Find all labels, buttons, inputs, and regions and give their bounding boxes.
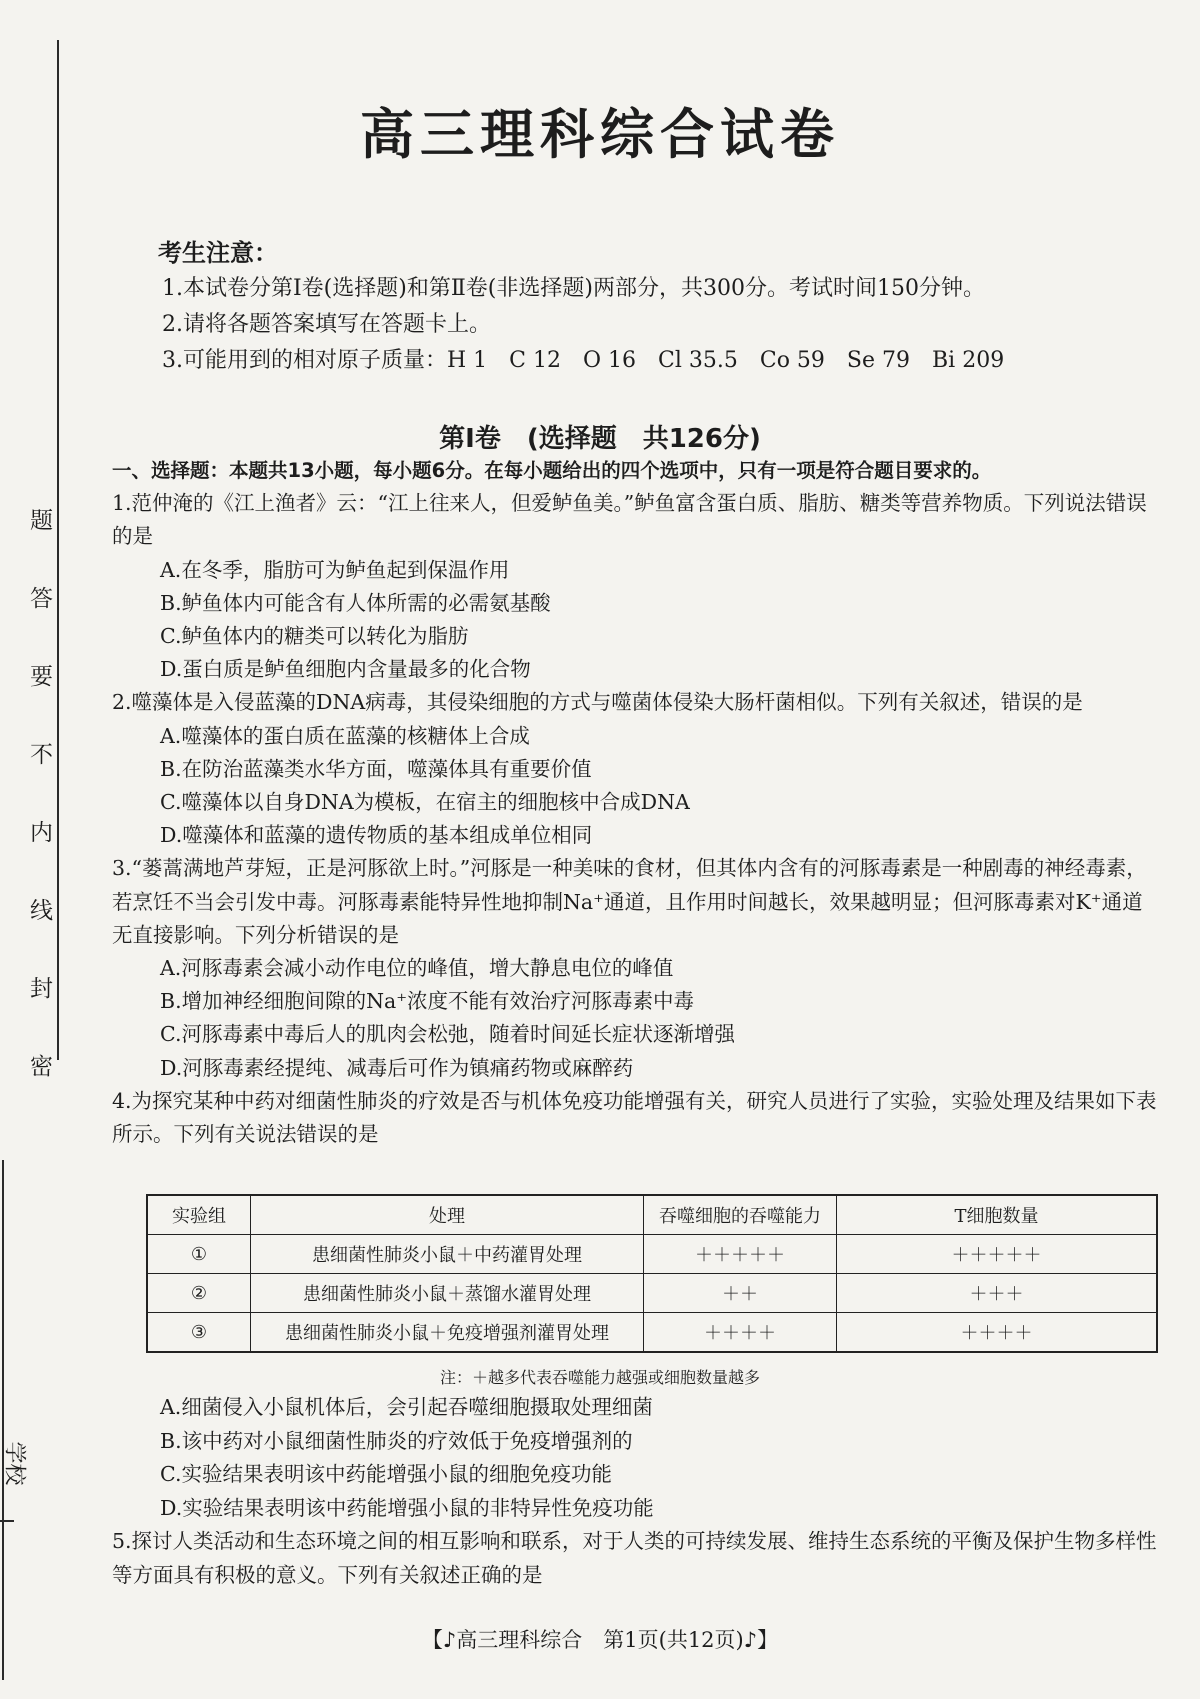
margin-char: 密 bbox=[30, 1054, 53, 1080]
question-option: D.河豚毒素经提纯、减毒后可作为镇痛药物或麻醉药 bbox=[160, 1055, 634, 1080]
table-row bbox=[147, 1313, 1157, 1353]
question-option: D.实验结果表明该中药能增强小鼠的非特异性免疫功能 bbox=[160, 1495, 654, 1520]
table-header: 吞噬细胞的吞噬能力 bbox=[644, 1195, 837, 1235]
margin-char: 题 bbox=[30, 508, 53, 534]
table-cell: 患细菌性肺炎小鼠＋蒸馏水灌胃处理 bbox=[251, 1274, 644, 1313]
table-cell: ① bbox=[147, 1235, 251, 1274]
table-cell: ＋＋＋＋＋ bbox=[837, 1235, 1158, 1274]
question-stem: 3.“蒌蒿满地芦芽短，正是河豚欲上时。”河豚是一种美味的食材，但其体内含有的河豚毒素是一种剧毒的神经毒素，若烹饪不当会引发中毒。河豚毒素能特异性地抑制Na⁺通道，且作用时间越长，效果越明显；但河豚毒素对K⁺通道无直接影响。下列分析错误的是 bbox=[112, 856, 1147, 947]
table-header-row bbox=[147, 1195, 1157, 1235]
table-cell: ＋＋ bbox=[644, 1274, 837, 1313]
school-underline bbox=[0, 1520, 14, 1522]
question-area bbox=[112, 454, 1162, 1151]
table-header: T细胞数量 bbox=[837, 1195, 1158, 1235]
margin-char: 封 bbox=[30, 976, 53, 1002]
notice-item: 2.请将各题答案填写在答题卡上。 bbox=[162, 312, 491, 337]
notice-heading: 考生注意： bbox=[158, 239, 278, 267]
question-option: B.该中药对小鼠细菌性肺炎的疗效低于免疫增强剂的 bbox=[160, 1428, 633, 1453]
question-stem: 4.为探究某种中药对细菌性肺炎的疗效是否与机体免疫功能增强有关，研究人员进行了实验，实验处理及结果如下表所示。下列有关说法错误的是 bbox=[112, 1088, 1157, 1147]
table-cell: ＋＋＋ bbox=[837, 1274, 1158, 1313]
question-option: A.细菌侵入小鼠机体后，会引起吞噬细胞摄取处理细菌 bbox=[160, 1395, 653, 1419]
table-cell: ＋＋＋＋ bbox=[644, 1313, 837, 1353]
school-label: 学校 bbox=[1, 1441, 27, 1486]
margin-char: 不 bbox=[30, 742, 53, 768]
margin-char: 要 bbox=[30, 664, 53, 690]
page-title: 高三理科综合试卷 bbox=[360, 103, 840, 166]
question-area-lower bbox=[112, 1391, 1162, 1593]
notice-item: 3.可能用到的相对原子质量：H 1 C 12 O 16 Cl 35.5 Co 59 Se 79 Bi 209 bbox=[162, 348, 1005, 373]
question-option: C.鲈鱼体内的糖类可以转化为脂肪 bbox=[160, 624, 469, 649]
table-cell: 患细菌性肺炎小鼠＋中药灌胃处理 bbox=[251, 1235, 644, 1274]
binding-line-lower bbox=[2, 1160, 4, 1680]
question-option: B.在防治蓝藻类水华方面，噬藻体具有重要价值 bbox=[160, 756, 592, 781]
page-footer: 【♪高三理科综合 第1页(共12页)♪】 bbox=[421, 1628, 779, 1652]
table-cell: ③ bbox=[147, 1313, 251, 1353]
table-cell: ② bbox=[147, 1274, 251, 1313]
question-option: C.噬藻体以自身DNA为模板，在宿主的细胞核中合成DNA bbox=[160, 790, 690, 815]
question-stem: 2.噬藻体是入侵蓝藻的DNA病毒，其侵染细胞的方式与噬菌体侵染大肠杆菌相似。下列有关叙述，错误的是 bbox=[112, 690, 1083, 715]
question-stem: 1.范仲淹的《江上渔者》云：“江上往来人，但爱鲈鱼美。”鲈鱼富含蛋白质、脂肪、糖类等营养物质。下列说法错误的是 bbox=[112, 491, 1147, 549]
question-option: A.河豚毒素会减小动作电位的峰值，增大静息电位的峰值 bbox=[160, 956, 674, 981]
question-option: A.在冬季，脂肪可为鲈鱼起到保温作用 bbox=[160, 557, 510, 582]
question-option: A.噬藻体的蛋白质在蓝藻的核糖体上合成 bbox=[160, 723, 530, 748]
margin-char: 内 bbox=[30, 820, 53, 846]
question-option: B.鲈鱼体内可能含有人体所需的必需氨基酸 bbox=[160, 590, 551, 615]
table-header: 实验组 bbox=[147, 1195, 251, 1235]
question-option: D.蛋白质是鲈鱼细胞内含量最多的化合物 bbox=[160, 657, 531, 682]
table-header: 处理 bbox=[251, 1195, 644, 1235]
experiment-table bbox=[146, 1194, 1158, 1353]
question-option: B.增加神经细胞间隙的Na⁺浓度不能有效治疗河豚毒素中毒 bbox=[160, 989, 695, 1014]
table-cell: 患细菌性肺炎小鼠＋免疫增强剂灌胃处理 bbox=[251, 1313, 644, 1353]
notice-item: 1.本试卷分第Ⅰ卷(选择题)和第Ⅱ卷(非选择题)两部分，共300分。考试时间150分钟。 bbox=[162, 276, 985, 301]
question-option: D.噬藻体和蓝藻的遗传物质的基本组成单位相同 bbox=[160, 823, 593, 848]
margin-char: 线 bbox=[30, 898, 53, 924]
binding-line bbox=[57, 40, 59, 1060]
section-title: 第Ⅰ卷 (选择题 共126分) bbox=[439, 424, 761, 454]
table-row bbox=[147, 1274, 1157, 1313]
margin-char: 答 bbox=[30, 586, 53, 612]
exam-notice bbox=[158, 235, 1172, 379]
section-instruction: 一、选择题：本题共13小题，每小题6分。在每小题给出的四个选项中，只有一项是符合题目要求的。 bbox=[112, 459, 992, 482]
question-stem: 5.探讨人类活动和生态环境之间的相互影响和联系，对于人类的可持续发展、维持生态系统的平衡及保护生物多样性等方面具有积极的意义。下列有关叙述正确的是 bbox=[112, 1529, 1157, 1587]
table-cell: ＋＋＋＋ bbox=[837, 1313, 1158, 1353]
table-note: 注：＋越多代表吞噬能力越强或细胞数量越多 bbox=[439, 1368, 760, 1387]
table-row bbox=[147, 1235, 1157, 1274]
question-option: C.实验结果表明该中药能增强小鼠的细胞免疫功能 bbox=[160, 1462, 612, 1487]
question-option: C.河豚毒素中毒后人的肌肉会松弛，随着时间延长症状逐渐增强 bbox=[160, 1022, 735, 1047]
table-cell: ＋＋＋＋＋ bbox=[644, 1235, 837, 1274]
